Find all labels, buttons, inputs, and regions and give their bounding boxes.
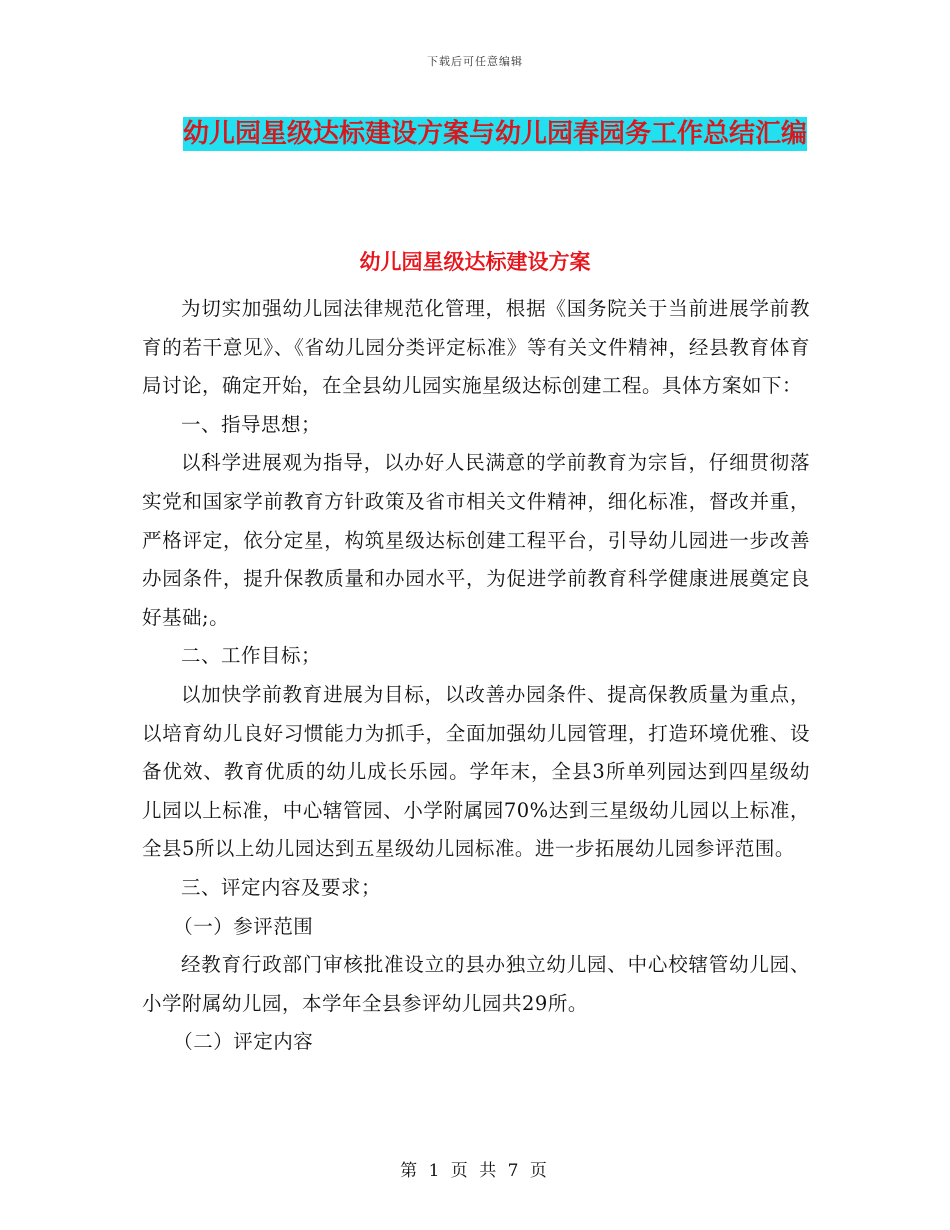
paragraph-work-goals: 以加快学前教育进展为目标，以改善办园条件、提高保教质量为重点，以培育幼儿良好习惯能力为抓手，全面加强幼儿园管理，打造环境优雅、设备优效、教育优质的幼儿成长乐园。学年末，全县3所单列园达到四星级幼儿园以上标准，中心辖管园、小学附属园70%达到三星级幼儿园以上标准，全县5所以上幼儿园达到五星级幼儿园标准。进一步拓展幼儿园参评范围。: [142, 682, 810, 861]
paragraph-intro: 为切实加强幼儿园法律规范化管理，根据《国务院关于当前进展学前教育的若干意见》、《省幼儿园分类评定标准》等有关文件精神，经县教育体育局讨论，确定开始，在全县幼儿园实施星级达标创建工程。具体方案如下：: [142, 297, 810, 398]
heading-scope: （一）参评范围: [173, 914, 314, 938]
heading-content: （二）评定内容: [173, 1030, 314, 1054]
document-body: [142, 290, 810, 1062]
document-title: [170, 112, 820, 156]
heading-evaluation: 三、评定内容及要求；: [181, 875, 382, 899]
paragraph-guiding-ideology: 以科学进展观为指导，以办好人民满意的学前教育为宗旨，仔细贯彻落实党和国家学前教育方针政策及省市相关文件精神，细化标准，督改并重，严格评定，依分定星，构筑星级达标创建工程平台，引导幼儿园进一步改善办园条件，提升保教质量和办园水平，为促进学前教育科学健康进展奠定良好基础;。: [142, 451, 810, 629]
page-indicator: 第 1 页 共 7 页: [400, 1161, 550, 1181]
paragraph-scope: 经教育行政部门审核批准设立的县办独立幼儿园、中心校辖管幼儿园、小学附属幼儿园，本学年全县参评幼儿园共29所。: [142, 953, 810, 1015]
header-note: 下载后可任意编辑: [427, 55, 523, 68]
section-title: 幼儿园星级达标建设方案: [359, 250, 591, 274]
heading-guiding-ideology: 一、指导思想；: [181, 412, 322, 436]
document-title-text: 幼儿园星级达标建设方案与幼儿园春园务工作总结汇编: [182, 119, 807, 149]
heading-work-goals: 二、工作目标；: [181, 644, 322, 668]
